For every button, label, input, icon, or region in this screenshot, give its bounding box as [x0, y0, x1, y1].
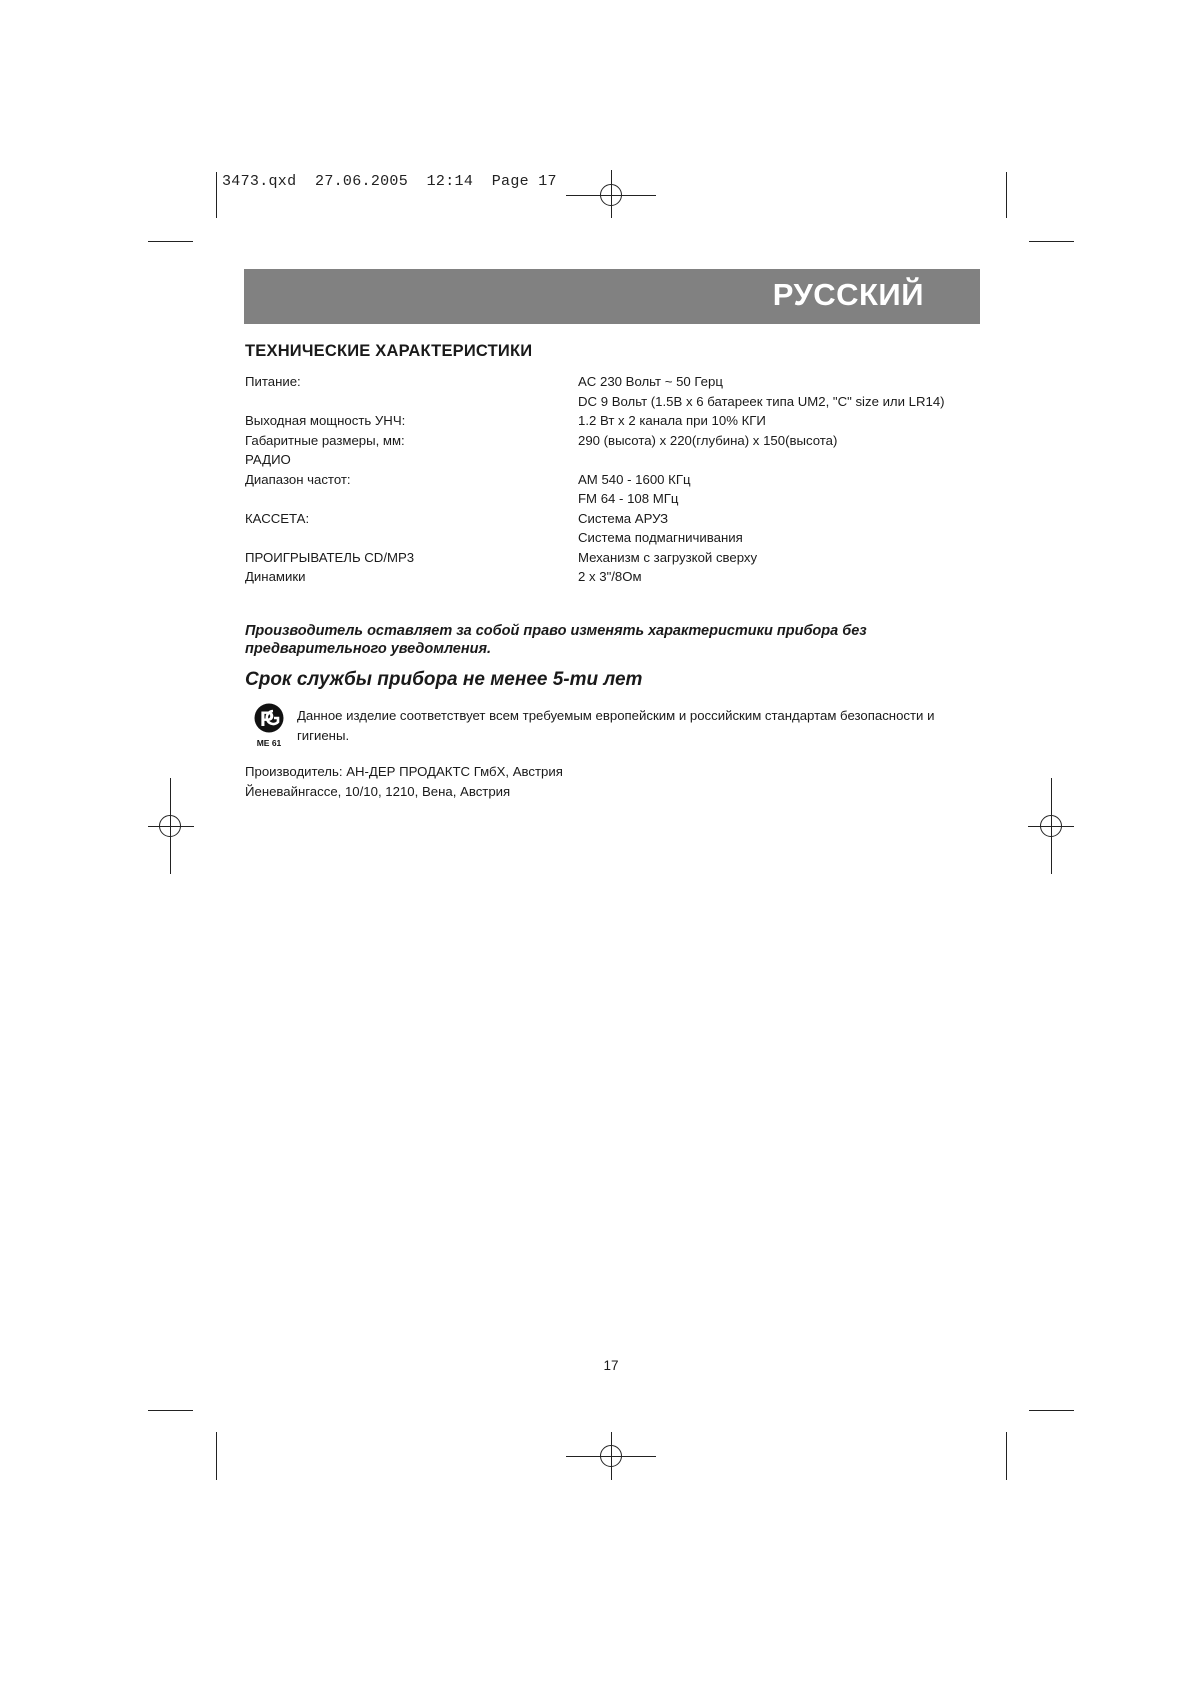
spec-value: FM 64 - 108 МГц — [578, 491, 679, 506]
spec-label: Питание: — [245, 374, 301, 389]
spec-row — [245, 392, 985, 412]
crop-mark-left-top — [148, 241, 193, 242]
cert-code: ME 61 — [256, 738, 282, 748]
spec-row — [245, 567, 985, 587]
spec-row — [245, 431, 985, 451]
crop-mark-bottom-left — [216, 1432, 217, 1480]
spec-label: ПРОИГРЫВАТЕЛЬ CD/MP3 — [245, 549, 415, 565]
language-title: РУССКИЙ — [772, 277, 924, 312]
registration-circle-right-icon — [1040, 815, 1062, 837]
spec-label — [245, 489, 578, 509]
manufacturer-line-2: Йеневайнгассе, 10/10, 1210, Вена, Австрия — [245, 784, 511, 799]
spec-value: AM 540 - 1600 КГц — [578, 471, 691, 487]
spec-label: РАДИО — [245, 452, 291, 467]
spec-value: 290 (высота) x 220(глубина) x 150(высота) — [578, 432, 838, 448]
spec-row — [245, 528, 985, 548]
language-header-bar — [244, 269, 980, 324]
spec-row — [245, 450, 985, 470]
registration-circle-top-icon — [600, 184, 622, 206]
specs-title: ТЕХНИЧЕСКИЕ ХАРАКТЕРИСТИКИ — [245, 342, 533, 360]
crop-mark-top-left — [216, 172, 217, 218]
spec-row — [245, 489, 985, 509]
registration-circle-left-icon — [159, 815, 181, 837]
spec-row — [245, 509, 985, 529]
page-number: 17 — [603, 1358, 619, 1373]
spec-value: AC 230 Вольт ~ 50 Герц — [578, 374, 723, 389]
service-life: Срок службы прибора не менее 5-ти лет — [245, 669, 643, 690]
manufacturer-line-1: Производитель: АН-ДЕР ПРОДАКТС ГмбХ, Австрия — [245, 764, 563, 779]
spec-value: Система АРУЗ — [578, 510, 669, 526]
spec-row — [245, 372, 985, 392]
spec-value: 1.2 Вт x 2 канала при 10% КГИ — [578, 413, 766, 428]
spec-value — [578, 450, 985, 470]
registration-circle-bottom-icon — [600, 1445, 622, 1467]
manufacturer-info — [245, 762, 563, 802]
certification-text: Данное изделие соответствует всем требуемым европейским и российским стандартам безопасности и гигиены. — [297, 708, 935, 743]
spec-label — [245, 528, 578, 548]
spec-label: Выходная мощность УНЧ: — [245, 413, 406, 428]
spec-label — [245, 392, 578, 412]
spec-value: DC 9 Вольт (1.5В x 6 батареек типа UM2, "C" size или LR14) — [578, 393, 945, 409]
spec-row — [245, 470, 985, 490]
spec-label: Динамики — [245, 569, 306, 584]
spec-row — [245, 548, 985, 568]
print-slug: 3473.qxd 27.06.2005 12:14 Page 17 — [222, 173, 557, 190]
crop-mark-right-top — [1029, 241, 1074, 242]
spec-value: Механизм с загрузкой сверху — [578, 549, 758, 565]
spec-row — [245, 411, 985, 431]
specs-table — [245, 372, 985, 587]
crop-mark-bottom-right — [1006, 1432, 1007, 1480]
crop-mark-top-right — [1006, 172, 1007, 218]
crop-mark-right-bottom — [1029, 1410, 1074, 1411]
spec-value: 2 x 3"/8Ом — [578, 569, 642, 584]
spec-label: Габаритные размеры, мм: — [245, 432, 405, 448]
spec-label: КАССЕТА: — [245, 510, 310, 526]
change-notice: Производитель оставляет за собой право изменять характеристики прибора без предварительного уведомления. — [245, 623, 867, 657]
svg-text:P: P — [260, 708, 275, 731]
crop-mark-left-bottom — [148, 1410, 193, 1411]
rst-certification-mark-icon — [252, 702, 286, 748]
spec-label: Диапазон частот: — [245, 471, 351, 487]
spec-value: Система подмагничивания — [578, 530, 743, 545]
